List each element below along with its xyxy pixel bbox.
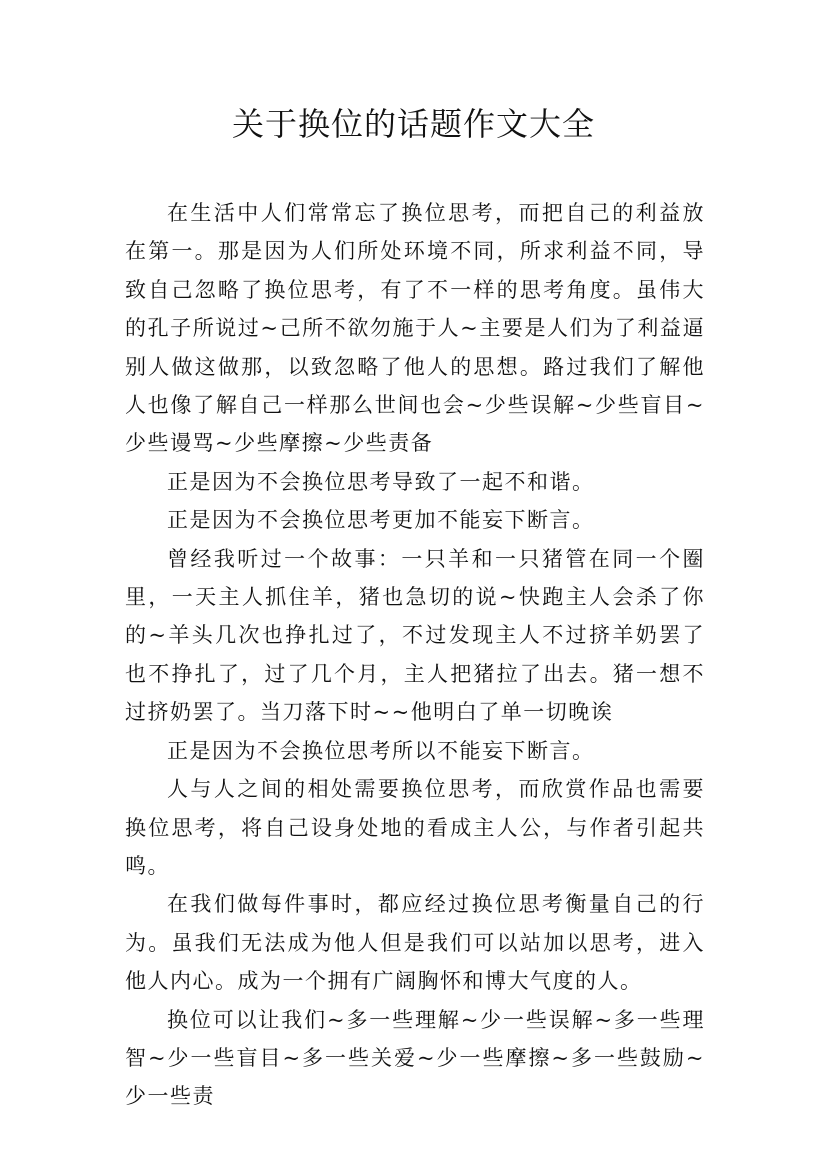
paragraph: 在生活中人们常常忘了换位思考，而把自己的利益放在第一。那是因为人们所处环境不同，所求利益不同，导致自己忽略了换位思考，有了不一样的思考角度。虽伟大的孔子所说过~己所不欲勿施于人~主要是人们为了利益逼别人做这做那，以致忽略了他人的思想。路过我们了解他人也像了解自己一样那么世间也会~少些误解~少些盲目~少些谩骂~少些摩擦~少些责备 [125, 201, 705, 456]
paragraph: 正是因为不会换位思考所以不能妄下断言。 [167, 738, 595, 763]
document-body [125, 194, 705, 1116]
paragraph: 正是因为不会换位思考导致了一起不和谐。 [167, 469, 595, 494]
paragraph: 换位可以让我们~多一些理解~少一些误解~多一些理智~少一些盲目~多一些关爱~少一些摩擦~多一些鼓励~少一些责 [125, 1007, 705, 1109]
paragraph: 曾经我听过一个故事：一只羊和一只猪管在同一个圈里，一天主人抓住羊，猪也急切的说~快跑主人会杀了你的~羊头几次也挣扎过了，不过发现主人不过挤羊奶罢了也不挣扎了，过了几个月，主人把猪拉了出去。猪一想不过挤奶罢了。当刀落下时~~他明白了单一切晚诶 [125, 546, 705, 725]
paragraph: 正是因为不会换位思考更加不能妄下断言。 [167, 508, 595, 533]
document-title: 关于换位的话题作文大全 [231, 105, 595, 143]
paragraph: 在我们做每件事时，都应经过换位思考衡量自己的行为。虽我们无法成为他人但是我们可以站加以思考，进入他人内心。成为一个拥有广阔胸怀和博大气度的人。 [125, 892, 705, 994]
paragraph: 人与人之间的相处需要换位思考，而欣赏作品也需要换位思考，将自己设身处地的看成主人公，与作者引起共鸣。 [125, 777, 705, 878]
